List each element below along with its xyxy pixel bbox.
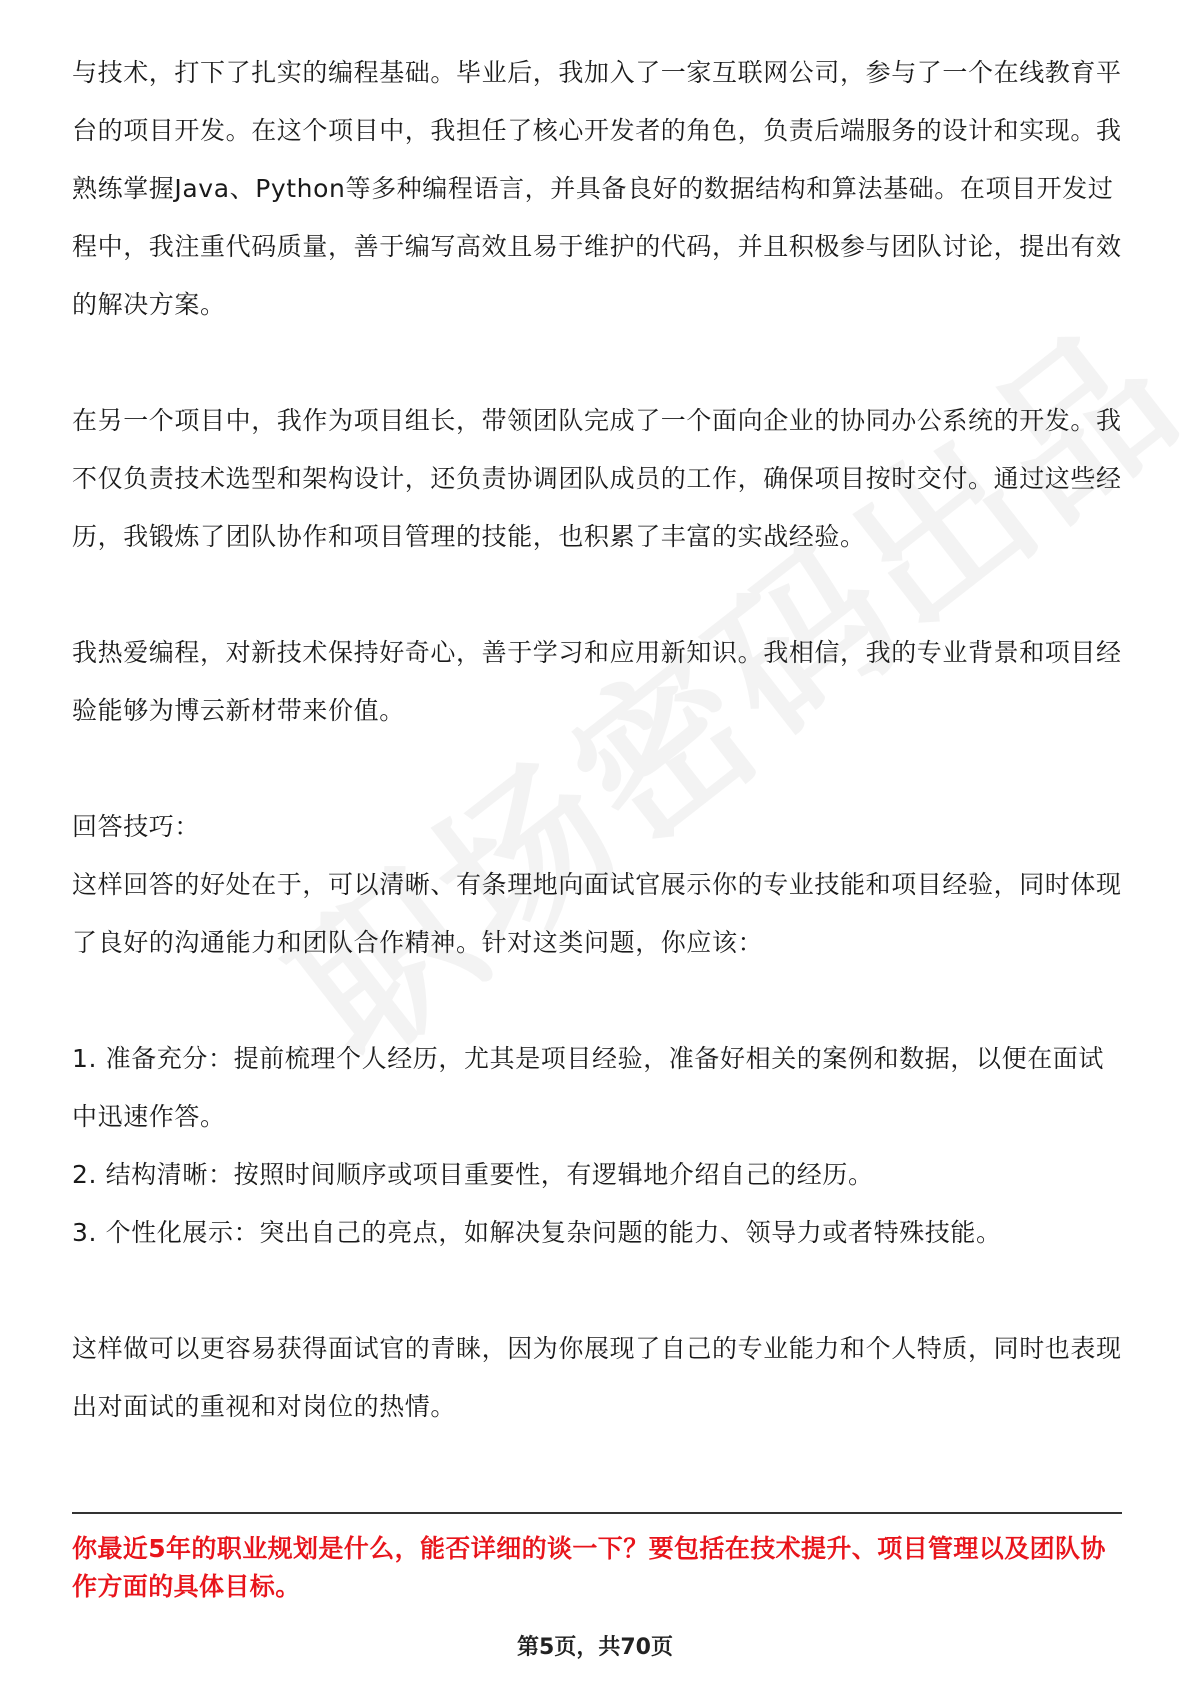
next-question: 你最近5年的职业规划是什么，能否详细的谈一下？要包括在技术提升、项目管理以及团队协作方面的具体目标。 (72, 1534, 1106, 1601)
tips-intro: 这样回答的好处在于，可以清晰、有条理地向面试官展示你的专业技能和项目经验，同时体现了良好的沟通能力和团队合作精神。针对这类问题，你应该： (72, 870, 1122, 957)
tips-conclusion: 这样做可以更容易获得面试官的青睐，因为你展现了自己的专业能力和个人特质，同时也表现出对面试的重视和对岗位的热情。 (72, 1334, 1122, 1421)
answer-paragraph-2: 在另一个项目中，我作为项目组长，带领团队完成了一个面向企业的协同办公系统的开发。我不仅负责技术选型和架构设计，还负责协调团队成员的工作，确保项目按时交付。通过这些经历，我锻炼了团队协作和项目管理的技能，也积累了丰富的实战经验。 (72, 406, 1122, 551)
tip-item-3: 3. 个性化展示：突出自己的亮点，如解决复杂问题的能力、领导力或者特殊技能。 (72, 1218, 1002, 1247)
section-divider (72, 1512, 1122, 1514)
page-footer: 第5页，共70页 (517, 1635, 673, 1660)
answer-paragraph-3: 我热爱编程，对新技术保持好奇心，善于学习和应用新知识。我相信，我的专业背景和项目经验能够为博云新材带来价值。 (72, 638, 1122, 725)
answer-paragraph-1: 与技术，打下了扎实的编程基础。毕业后，我加入了一家互联网公司，参与了一个在线教育平台的项目开发。在这个项目中，我担任了核心开发者的角色，负责后端服务的设计和实现。我熟练掌握Java、Python等多种编程语言，并具备良好的数据结构和算法基础。在项目开发过程中，我注重代码质量，善于编写高效且易于维护的代码，并且积极参与团队讨论，提出有效的解决方案。 (72, 58, 1122, 319)
tip-item-1: 1. 准备充分：提前梳理个人经历，尤其是项目经验，准备好相关的案例和数据，以便在面试中迅速作答。 (72, 1044, 1105, 1131)
tips-heading: 回答技巧： (72, 812, 201, 841)
tip-item-2: 2. 结构清晰：按照时间顺序或项目重要性，有逻辑地介绍自己的经历。 (72, 1160, 874, 1189)
page-content (72, 44, 1122, 1436)
